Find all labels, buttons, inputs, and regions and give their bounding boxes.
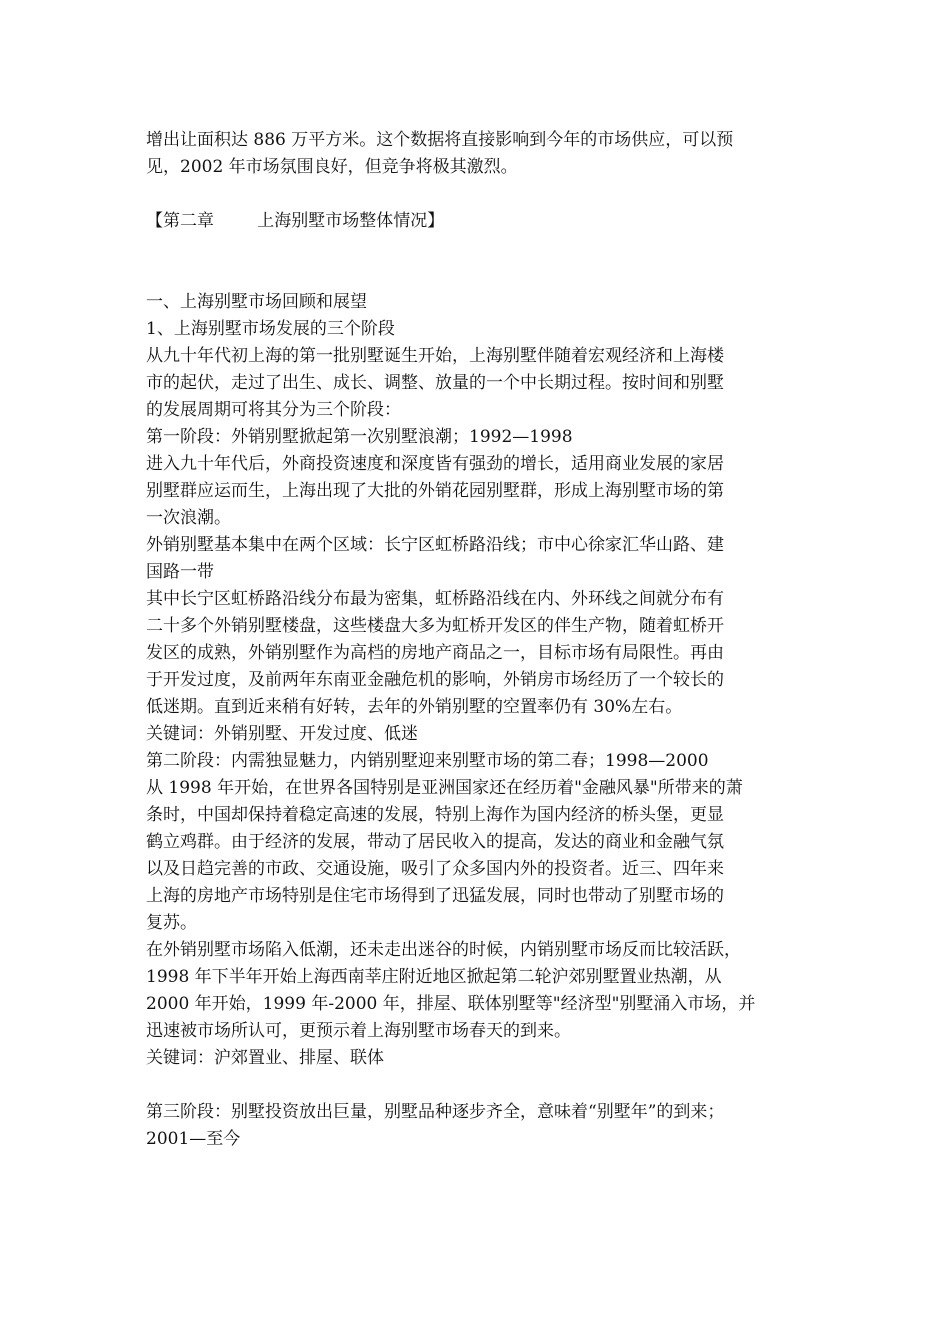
stage1-para3-line-5: 低迷期。直到近来稍有好转，去年的外销别墅的空置率仍有 30%左右。 bbox=[146, 697, 683, 717]
stage2-para1-line-6: 复苏。 bbox=[146, 913, 197, 933]
stage2-para1-line-1: 从 1998 年开始，在世界各国特别是亚洲国家还在经历着"金融风暴"所带来的萧 bbox=[146, 778, 743, 798]
stage1-para2-line-2: 国路一带 bbox=[146, 562, 214, 582]
document-page bbox=[146, 127, 806, 1153]
stage1-keywords: 关键词：外销别墅、开发过度、低迷 bbox=[146, 724, 418, 744]
stage1-para1-line-1: 进入九十年代后，外商投资速度和深度皆有强劲的增长，适用商业发展的家居 bbox=[146, 454, 724, 474]
stage1-para3-line-2: 二十多个外销别墅楼盘，这些楼盘大多为虹桥开发区的伴生产物，随着虹桥开 bbox=[146, 616, 724, 636]
section-intro-line-1: 从九十年代初上海的第一批别墅诞生开始，上海别墅伴随着宏观经济和上海楼 bbox=[146, 346, 724, 366]
stage2-para2-line-4: 迅速被市场所认可，更预示着上海别墅市场春天的到来。 bbox=[146, 1021, 571, 1041]
section-subtitle: 1、上海别墅市场发展的三个阶段 bbox=[146, 319, 395, 339]
stage3-title-line-1: 第三阶段：别墅投资放出巨量，别墅品种逐步齐全，意味着“别墅年”的到来； bbox=[146, 1102, 725, 1122]
stage1-para1-line-3: 一次浪潮。 bbox=[146, 508, 231, 528]
stage1-title: 第一阶段：外销别墅掀起第一次别墅浪潮；1992—1998 bbox=[146, 427, 573, 447]
stage2-para2-line-3: 2000 年开始，1999 年-2000 年，排屋、联体别墅等"经济型"别墅涌入市场，并 bbox=[146, 994, 756, 1014]
stage1-para3-line-4: 于开发过度，及前两年东南亚金融危机的影响，外销房市场经历了一个较长的 bbox=[146, 670, 724, 690]
intro-line-1: 增出让面积达 886 万平方米。这个数据将直接影响到今年的市场供应，可以预 bbox=[146, 130, 734, 150]
stage2-title: 第二阶段：内需独显魅力，内销别墅迎来别墅市场的第二春；1998—2000 bbox=[146, 751, 709, 771]
stage2-para2-line-2: 1998 年下半年开始上海西南莘庄附近地区掀起第二轮沪郊别墅置业热潮，从 bbox=[146, 967, 722, 987]
chapter-title: 【第二章 上海别墅市场整体情况】 bbox=[146, 211, 445, 231]
stage2-para1-line-2: 条时，中国却保持着稳定高速的发展，特别上海作为国内经济的桥头堡，更显 bbox=[146, 805, 724, 825]
stage1-para2-line-1: 外销别墅基本集中在两个区域：长宁区虹桥路沿线；市中心徐家汇华山路、建 bbox=[146, 535, 724, 555]
stage2-para1-line-4: 以及日趋完善的市政、交通设施，吸引了众多国内外的投资者。近三、四年来 bbox=[146, 859, 724, 879]
stage2-keywords: 关键词：沪郊置业、排屋、联体 bbox=[146, 1048, 384, 1068]
section-intro-line-2: 市的起伏，走过了出生、成长、调整、放量的一个中长期过程。按时间和别墅 bbox=[146, 373, 724, 393]
section-title: 一、上海别墅市场回顾和展望 bbox=[146, 292, 367, 312]
intro-line-2: 见，2002 年市场氛围良好，但竞争将极其激烈。 bbox=[146, 157, 518, 177]
stage1-para3-line-3: 发区的成熟，外销别墅作为高档的房地产商品之一，目标市场有局限性。再由 bbox=[146, 643, 724, 663]
stage2-para1-line-5: 上海的房地产市场特别是住宅市场得到了迅猛发展，同时也带动了别墅市场的 bbox=[146, 886, 724, 906]
stage1-para1-line-2: 别墅群应运而生，上海出现了大批的外销花园别墅群，形成上海别墅市场的第 bbox=[146, 481, 724, 501]
stage1-para3-line-1: 其中长宁区虹桥路沿线分布最为密集，虹桥路沿线在内、外环线之间就分布有 bbox=[146, 589, 724, 609]
section-intro-line-3: 的发展周期可将其分为三个阶段： bbox=[146, 400, 401, 420]
stage3-title-line-2: 2001—至今 bbox=[146, 1129, 241, 1149]
stage2-para1-line-3: 鹤立鸡群。由于经济的发展，带动了居民收入的提高，发达的商业和金融气氛 bbox=[146, 832, 724, 852]
stage2-para2-line-1: 在外销别墅市场陷入低潮，还未走出迷谷的时候，内销别墅市场反而比较活跃， bbox=[146, 940, 741, 960]
